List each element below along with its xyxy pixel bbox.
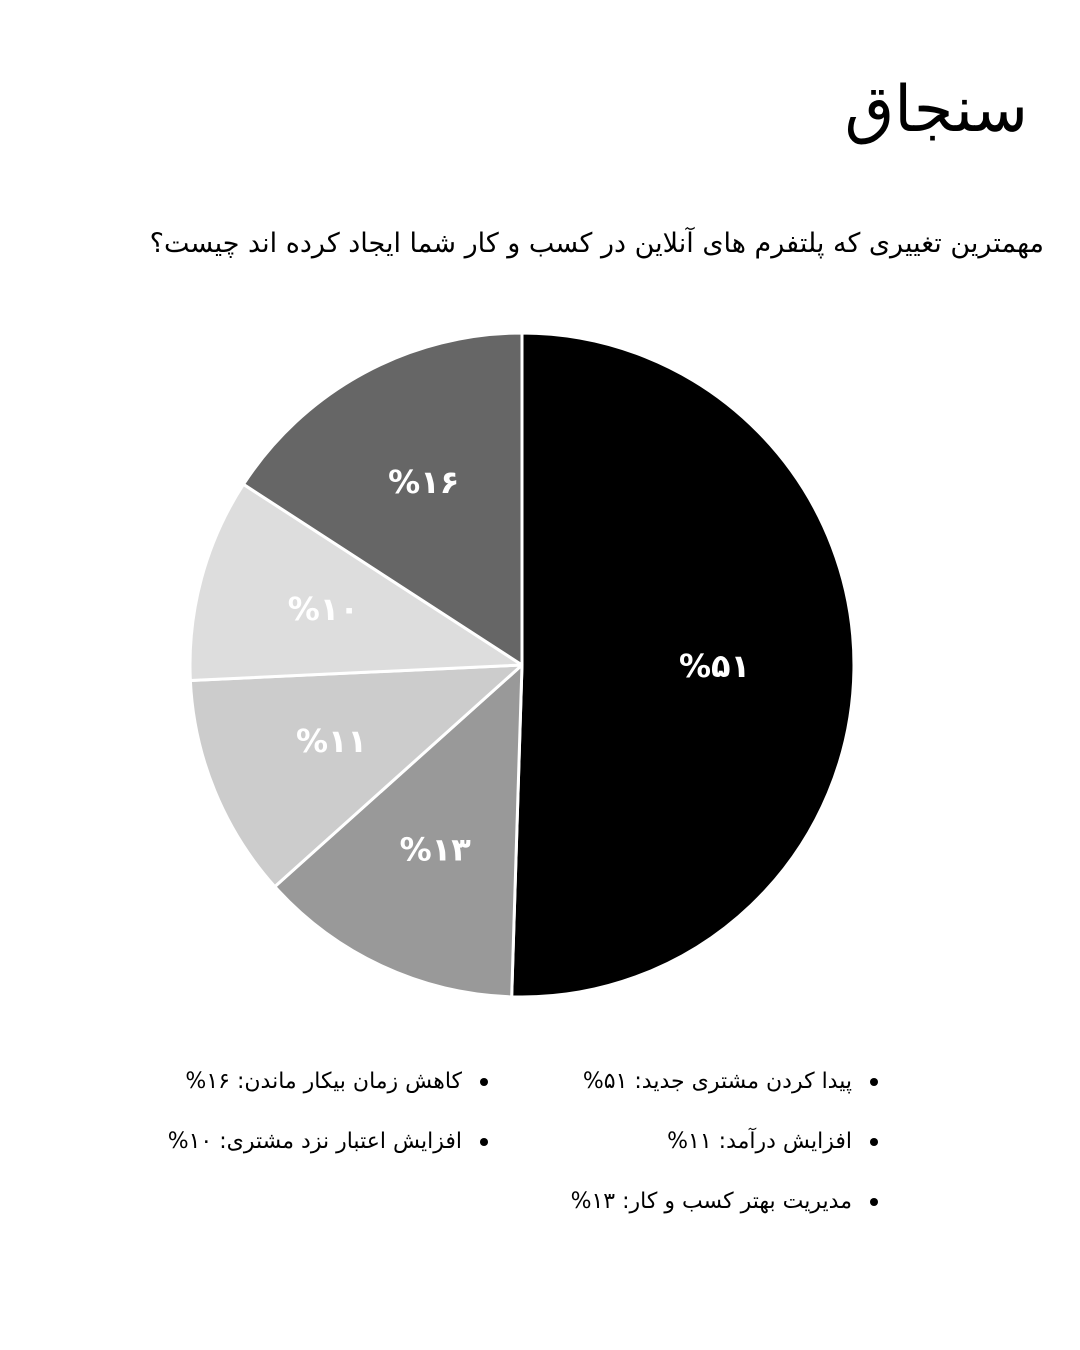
slice-data-label: %۱۶	[388, 463, 460, 502]
slice-data-label: %۵۱	[678, 646, 751, 685]
legend-column-2	[168, 1060, 488, 1180]
bullet-icon	[870, 1198, 878, 1206]
legend	[0, 1060, 1080, 1260]
legend-item-label: مدیریت بهتر کسب و کار: ۱۳%	[570, 1189, 852, 1214]
chart-title: مهمترین تغییری که پلتفرم های آنلاین در کسب و کار شما ایجاد کرده اند چیست؟	[149, 228, 1044, 259]
legend-column-1	[571, 1060, 878, 1240]
bullet-icon	[480, 1078, 488, 1086]
legend-item-label: پیدا کردن مشتری جدید: ۵۱%	[582, 1069, 852, 1094]
legend-item	[168, 1120, 488, 1180]
slice-data-label: %۱۳	[399, 830, 471, 869]
legend-item	[571, 1060, 878, 1120]
pie-chart-svg	[140, 300, 900, 1030]
legend-item-label: کاهش زمان بیکار ماندن: ۱۶%	[185, 1069, 462, 1094]
legend-item	[571, 1180, 878, 1240]
legend-item-label: افزایش اعتبار نزد مشتری: ۱۰%	[167, 1129, 462, 1154]
bullet-icon	[870, 1138, 878, 1146]
slice-data-label: %۱۰	[287, 590, 359, 629]
legend-item	[571, 1120, 878, 1180]
pie-chart	[140, 300, 900, 1030]
bullet-icon	[480, 1138, 488, 1146]
brand-logo-text: سنجاق	[844, 73, 1028, 147]
legend-item	[168, 1060, 488, 1120]
slice-data-label: %۱۱	[295, 722, 368, 761]
bullet-icon	[870, 1078, 878, 1086]
legend-item-label: افزایش درآمد: ۱۱%	[667, 1129, 852, 1154]
